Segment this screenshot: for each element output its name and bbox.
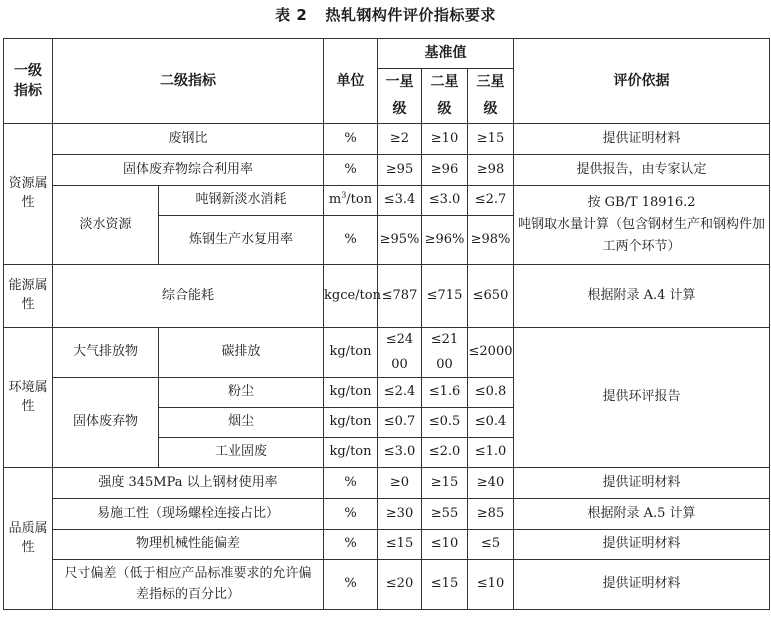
star3-value: ≥85 [468,499,514,530]
table-row [4,265,770,328]
row-name: 易施工性（现场螺栓连接占比） [53,499,324,530]
table-number: 表 2 [275,6,308,24]
evaluation-table [3,38,770,610]
row-name: 吨钢新淡水消耗 [159,186,324,216]
row-unit: % [324,468,378,499]
star2-value: ≤1.6 [422,378,468,408]
row-basis: 提供报告，由专家认定 [514,155,770,186]
star3-value: ≤2000 [468,328,514,378]
row-name: 碳排放 [159,328,324,378]
star3-value: ≤0.8 [468,378,514,408]
star1-value: ≤15 [378,530,422,560]
star3-value: ≤650 [468,265,514,328]
row-unit: kg/ton [324,328,378,378]
star1-value: ≥0 [378,468,422,499]
star2-value: ≥55 [422,499,468,530]
star1-value: ≥30 [378,499,422,530]
star2-value: ≤715 [422,265,468,328]
table-row [4,186,770,216]
row-unit: $m^3$/ton [324,186,378,216]
row-name: 强度 345MPa 以上钢材使用率 [53,468,324,499]
row-basis: 按 GB/T 18916.2 吨钢取水量计算（包含钢材生产和钢构件加工两个环节） [514,186,770,265]
group-energy: 能源属性 [4,265,53,328]
row-name: 炼钢生产水复用率 [159,216,324,265]
star2-value: ≥96% [422,216,468,265]
star2-value: ≤2100 [422,328,468,378]
row-unit: kg/ton [324,408,378,438]
row-unit: kgce/ton [324,265,378,328]
star1-value: ≤20 [378,560,422,610]
row-name: 尺寸偏差（低于相应产品标准要求的允许偏差指标的百分比） [53,560,324,610]
star2-value: ≥10 [422,124,468,155]
table-row [4,499,770,530]
star1-value: ≥95 [378,155,422,186]
star1-value: ≤2400 [378,328,422,378]
star3-value: ≤2.7 [468,186,514,216]
star3-value: ≤5 [468,530,514,560]
row-basis: 根据附录 A.5 计算 [514,499,770,530]
table-row [4,124,770,155]
star3-value: ≤1.0 [468,438,514,468]
star2-value: ≥15 [422,468,468,499]
col-header-baseline: 基准值 [378,39,514,69]
group-resource: 资源属性 [4,124,53,265]
table-row [4,155,770,186]
row-basis: 提供证明材料 [514,468,770,499]
col-header-level2: 二级指标 [53,39,324,124]
star1-value: ≤0.7 [378,408,422,438]
row-name: 物理机械性能偏差 [53,530,324,560]
col-header-basis: 评价依据 [514,39,770,124]
group-environment: 环境属性 [4,328,53,468]
row-unit: kg/ton [324,438,378,468]
star1-value: ≤2.4 [378,378,422,408]
star2-value: ≤10 [422,530,468,560]
col-header-star3: 三星级 [468,69,514,124]
col-header-level1: 一级指标 [4,39,53,124]
star1-value: ≤3.4 [378,186,422,216]
table-row [4,560,770,610]
row-name: 烟尘 [159,408,324,438]
star2-value: ≥96 [422,155,468,186]
row-name: 工业固废 [159,438,324,468]
table-caption [0,4,771,25]
row-name: 废钢比 [53,124,324,155]
row-unit: % [324,499,378,530]
subgroup-solid: 固体废弃物 [53,378,159,468]
star3-value: ≤0.4 [468,408,514,438]
row-basis: 提供证明材料 [514,560,770,610]
row-basis: 提供证明材料 [514,124,770,155]
subgroup-air: 大气排放物 [53,328,159,378]
table-row [4,328,770,378]
star3-value: ≥15 [468,124,514,155]
row-name: 粉尘 [159,378,324,408]
table-row [4,468,770,499]
col-header-star1: 一星级 [378,69,422,124]
star3-value: ≤10 [468,560,514,610]
row-unit: % [324,124,378,155]
star3-value: ≥40 [468,468,514,499]
star1-value: ≤3.0 [378,438,422,468]
table-row [4,530,770,560]
row-name: 固体废弃物综合利用率 [53,155,324,186]
row-unit: % [324,530,378,560]
star2-value: ≤0.5 [422,408,468,438]
row-name: 综合能耗 [53,265,324,328]
star3-value: ≥98% [468,216,514,265]
star1-value: ≥95% [378,216,422,265]
row-unit: % [324,216,378,265]
row-basis: 提供证明材料 [514,530,770,560]
star2-value: ≤15 [422,560,468,610]
star2-value: ≤2.0 [422,438,468,468]
header-row-1 [4,39,770,69]
group-quality: 品质属性 [4,468,53,610]
col-header-unit: 单位 [324,39,378,124]
row-unit: % [324,560,378,610]
star1-value: ≥2 [378,124,422,155]
row-basis: 根据附录 A.4 计算 [514,265,770,328]
row-unit: % [324,155,378,186]
subgroup-freshwater: 淡水资源 [53,186,159,265]
star2-value: ≤3.0 [422,186,468,216]
star3-value: ≥98 [468,155,514,186]
star1-value: ≤787 [378,265,422,328]
row-basis: 提供环评报告 [514,328,770,468]
col-header-star2: 二星级 [422,69,468,124]
row-unit: kg/ton [324,378,378,408]
table-title: 热轧钢构件评价指标要求 [325,6,496,24]
